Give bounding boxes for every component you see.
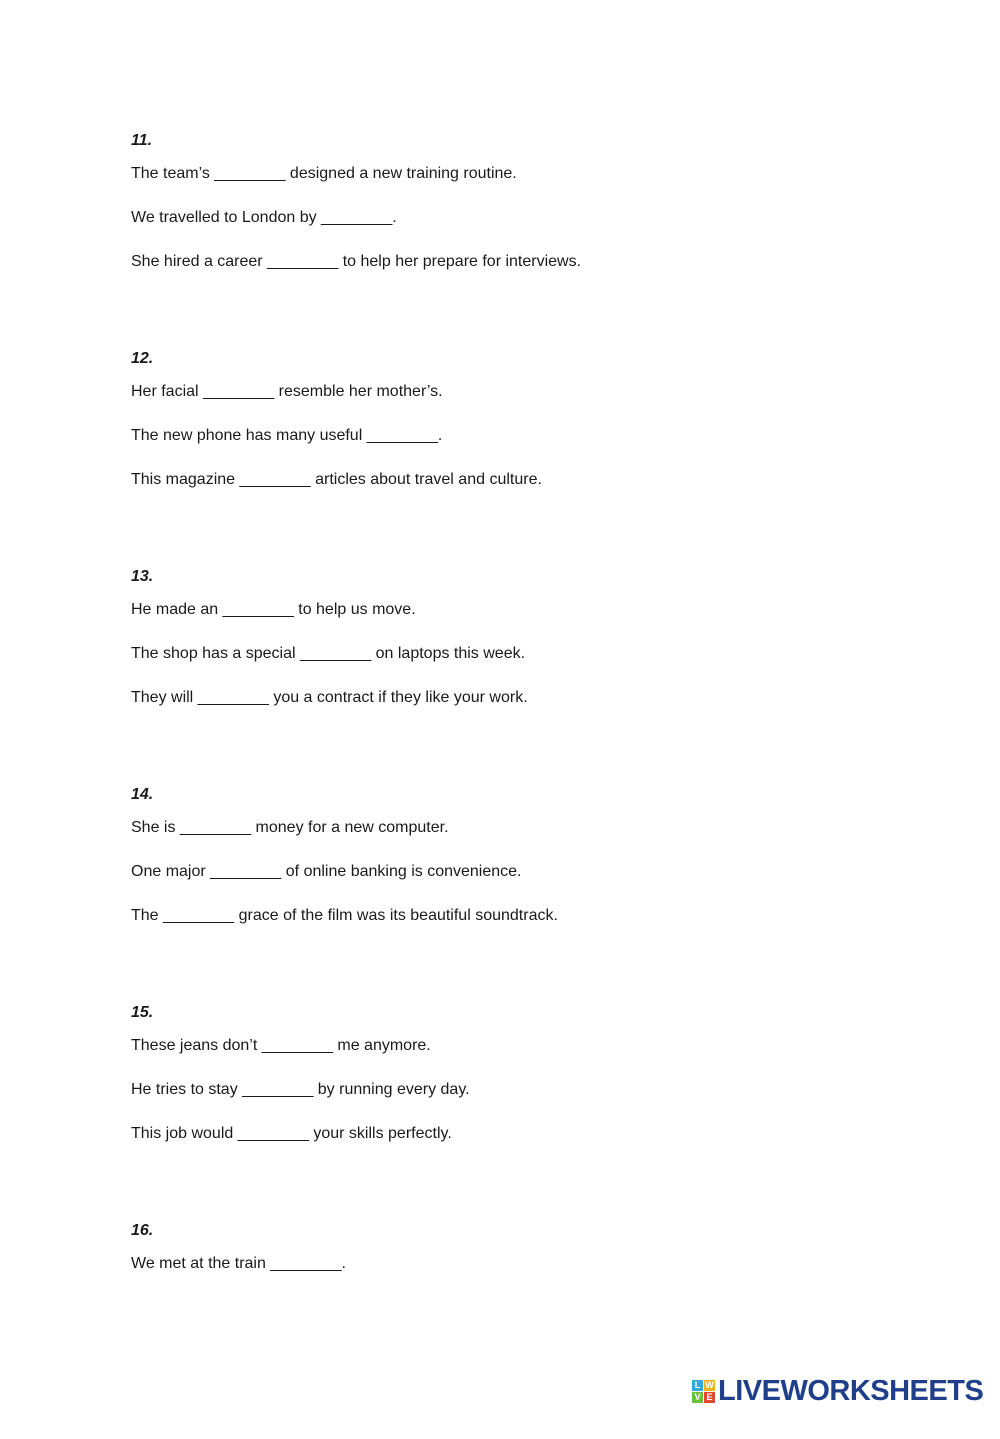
sentence: The team’s ________ designed a new training routine. xyxy=(131,165,517,182)
question-number: 14. xyxy=(131,786,154,803)
question-block-11 xyxy=(131,131,891,349)
sentence: These jeans don’t ________ me anymore. xyxy=(131,1037,431,1054)
sentence: We travelled to London by ________. xyxy=(131,209,397,226)
logo-mark-letter: L xyxy=(692,1380,703,1391)
worksheet-content xyxy=(131,131,891,1439)
liveworksheets-logo xyxy=(692,1377,983,1405)
sentence: They will ________ you a contract if they like your work. xyxy=(131,689,528,706)
logo-mark-letter: V xyxy=(692,1392,703,1403)
question-number: 12. xyxy=(131,350,154,367)
question-block-13 xyxy=(131,567,891,785)
sentence: We met at the train ________. xyxy=(131,1255,346,1272)
logo-mark-letter: W xyxy=(705,1379,714,1390)
sentence: This magazine ________ articles about travel and culture. xyxy=(131,471,542,488)
sentence: One major ________ of online banking is convenience. xyxy=(131,863,522,880)
sentence: She is ________ money for a new computer. xyxy=(131,819,449,836)
question-number: 11. xyxy=(131,132,153,149)
sentence: Her facial ________ resemble her mother’s. xyxy=(131,383,443,400)
question-block-15 xyxy=(131,1003,891,1221)
sentence: He tries to stay ________ by running every day. xyxy=(131,1081,470,1098)
sentence: The ________ grace of the film was its beautiful soundtrack. xyxy=(131,907,558,924)
logo-text: LIVEWORKSHEETS xyxy=(718,1375,984,1407)
question-number: 16. xyxy=(131,1222,154,1239)
sentence: She hired a career ________ to help her prepare for interviews. xyxy=(131,253,582,270)
sentence: This job would ________ your skills perfectly. xyxy=(131,1125,452,1142)
question-block-14 xyxy=(131,785,891,1003)
question-number: 13. xyxy=(131,568,154,585)
logo-mark-icon xyxy=(692,1380,715,1403)
sentence: The shop has a special ________ on laptops this week. xyxy=(131,645,526,662)
question-number: 15. xyxy=(131,1004,154,1021)
sentence: He made an ________ to help us move. xyxy=(131,601,416,618)
question-block-12 xyxy=(131,349,891,567)
logo-mark-letter: E xyxy=(704,1392,715,1403)
sentence: The new phone has many useful ________. xyxy=(131,427,443,444)
